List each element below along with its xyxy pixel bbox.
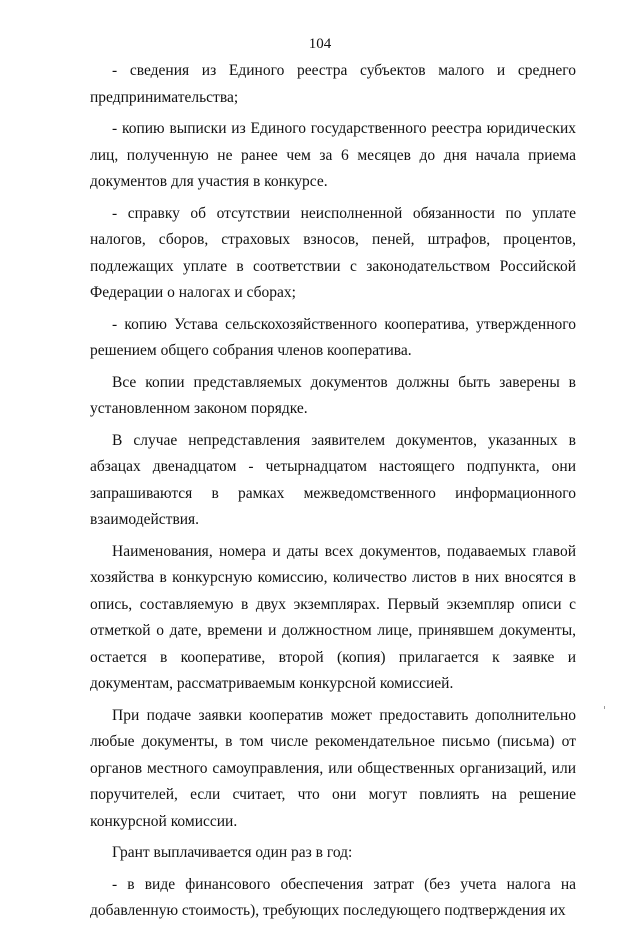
paragraph-tax-certificate: - справку об отсутствии неисполненной обязанности по уплате налогов, сборов, страховых взносов, пеней, штрафов, процентов, подлежащих уплате в соответствии с законодательством Российской Федерации о налогах и сборах;	[90, 204, 576, 301]
paragraph-smb-registry: - сведения из Единого реестра субъектов малого и среднего предпринимательства;	[90, 62, 576, 106]
scan-artifact	[604, 706, 605, 709]
paragraph-certified-copies: Все копии представляемых документов должны быть заверены в установленном законом порядке.	[90, 373, 576, 417]
paragraph-interagency-request: В случае непредставления заявителем документов, указанных в абзацах двенадцатом - четырнадцатом настоящего подпункта, они запрашиваются в рамках межведомственного информационного взаимодействия.	[90, 431, 576, 528]
paragraph-document-inventory: Наименования, номера и даты всех документов, подаваемых главой хозяйства в конкурсную комиссию, количество листов в них вносятся в опись, составляемую в двух экземплярах. Первый экземпляр описи с отметкой о дате, времени и должностном лице, принявшем документы, остается в кооперативе, второй (копия) прилагается к заявке и документам, рассматриваемым конкурсной комиссией.	[90, 542, 576, 692]
paragraph-grant-frequency: Грант выплачивается один раз в год:	[112, 844, 353, 861]
page-number: 104	[308, 36, 332, 52]
paragraph-cooperative-charter: - копию Устава сельскохозяйственного кооператива, утвержденного решением общего собрания членов кооператива.	[90, 315, 576, 359]
paragraph-financial-support: - в виде финансового обеспечения затрат (без учета налога на добавленную стоимость), требующих последующего подтверждения их	[90, 875, 576, 919]
document-body	[90, 58, 576, 925]
paragraph-legal-entities-extract: - копию выписки из Единого государственного реестра юридических лиц, полученную не ранее чем за 6 месяцев до дня начала приема документов для участия в конкурсе.	[90, 120, 576, 190]
paragraph-additional-documents: При подаче заявки кооператив может предоставить дополнительно любые документы, в том числе рекомендательное письмо (письма) от органов местного самоуправления, или общественных организаций, или поручителей, если считает, что они могут повлиять на решение конкурсной комиссии.	[90, 706, 576, 830]
